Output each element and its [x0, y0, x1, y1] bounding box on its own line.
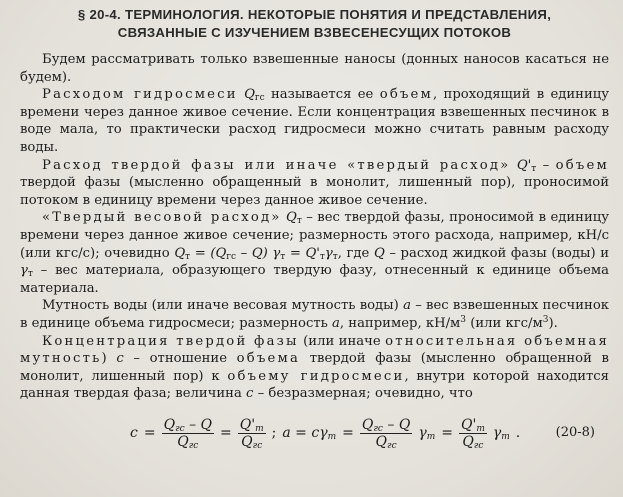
subscript: т [426, 432, 436, 443]
symbol: γ [324, 245, 333, 261]
paragraph-3 [20, 157, 609, 210]
text: = (Q [190, 245, 227, 261]
text: – вес твердой фазы, проносимой в единицу времени через данное живое сечение; размерность этого расхода, например, кН/с (или кгс/с); очевидно [20, 210, 609, 261]
text: – отношение [123, 351, 237, 367]
subscript: т [501, 432, 510, 443]
text: (или иначе [298, 333, 386, 349]
subscript: гс [226, 251, 237, 262]
subscript: т [27, 269, 33, 280]
term: объема [236, 351, 301, 367]
subscript: т [319, 251, 325, 262]
paragraph-1: Будем рассматривать только взвешенные наносы (донных наносов касаться не будем). [20, 52, 609, 85]
fraction [162, 417, 214, 450]
t: Q' [460, 416, 477, 433]
superscript: 3 [460, 314, 467, 325]
equals: = [441, 425, 453, 442]
subscript: т [280, 251, 286, 262]
equals: = [143, 425, 156, 442]
term: объему гидросмеси [227, 368, 405, 384]
t: γ [492, 425, 502, 442]
symbol: a [332, 315, 340, 331]
separator: ; [271, 425, 277, 442]
denominator [239, 434, 264, 450]
symbol: γ [20, 263, 28, 279]
subscript: т [296, 216, 302, 227]
symbol: Q [174, 245, 186, 261]
subscript: т [476, 423, 485, 434]
symbol: c [130, 425, 138, 442]
subscript: гс [175, 423, 185, 434]
a-term [282, 425, 336, 441]
subscript: т [255, 423, 264, 434]
subscript: гс [473, 440, 484, 451]
t: γ [418, 425, 427, 442]
text: ) [101, 351, 117, 367]
t: a [282, 425, 291, 442]
text: – расход жидкой фазы (воды) и [384, 245, 609, 261]
t: . [515, 425, 521, 442]
text: (или кгс/м [466, 315, 543, 331]
subscript: гс [252, 440, 263, 451]
subscript: т [327, 432, 337, 443]
text: Мутность воды (или иначе весовая мутность воды) [42, 298, 404, 314]
paragraph-5 [20, 297, 609, 332]
text: – вес взвешенных песчинок в единице объема гидросмеси; размерность [20, 298, 610, 331]
text: – [536, 157, 556, 173]
term-hydromix-flow: Расходом гидросмеси [42, 87, 238, 103]
numerator [238, 417, 266, 434]
term-solid-flow: Расход твердой фазы или иначе «твердый расход» [42, 157, 511, 173]
text: – безразмерная; очевидно, что [253, 386, 473, 402]
term-relative-turbidity: относительная объемная мутность [20, 333, 609, 367]
text: – Q) γ [236, 245, 281, 261]
gamma [418, 425, 435, 441]
text: – вес материала, образующего твердую фазу, отнесенный к единице объема материала. [20, 263, 609, 296]
equation-number: (20-8) [555, 424, 595, 440]
subscript: гс [188, 440, 199, 451]
text: ). [548, 315, 558, 331]
text: , где [337, 245, 374, 261]
equals: = [342, 425, 354, 442]
paragraph-6 [20, 333, 609, 403]
denominator [460, 434, 485, 450]
term-volume: объем [379, 87, 434, 103]
equals: = [220, 425, 232, 442]
subscript: гс [387, 440, 397, 451]
term-concentration: Концентрация твердой фазы [42, 333, 299, 349]
text: , внутри которой находится данная твердая фаза; величина [20, 368, 609, 402]
t: – Q [184, 416, 213, 433]
subscript: т [332, 251, 338, 262]
denominator [374, 434, 399, 450]
numerator [459, 417, 487, 434]
t: Q [163, 416, 176, 433]
term-volume: объем [555, 157, 609, 173]
section-heading [20, 6, 609, 42]
text: твердой фазы (мысленно обращенной в монолит, лишенный пор) к [20, 351, 609, 384]
t: Q [375, 433, 388, 450]
equation-20-8 [20, 407, 609, 455]
t: Q [241, 433, 253, 450]
term-solid-weight-flow: «Твердый весовой расход» [42, 210, 282, 226]
t: Q [462, 433, 474, 450]
superscript: 3 [542, 314, 549, 325]
subscript: т [185, 251, 191, 262]
fraction [360, 417, 412, 450]
gamma [493, 425, 510, 441]
text: , проходящий в единицу времени через данное живое сечение. Если концентрация взвешенных песчинок в воде мала, то практически расход гидросмеси можно считать равным расходу воды. [20, 87, 609, 155]
numerator [162, 417, 214, 434]
t: – Q [382, 416, 411, 433]
symbol-q: Q [244, 87, 255, 103]
text: твердой фазы (мысленно обращенный в монолит, лишенный пор), проносимой потоком в единицу времени через данное живое сечение. [20, 175, 609, 208]
subscript: гс [373, 423, 383, 434]
symbol: Q [373, 245, 385, 261]
numerator [360, 417, 412, 434]
heading-line-1: § 20-4. ТЕРМИНОЛОГИЯ. НЕКОТОРЫЕ ПОНЯТИЯ И ПРЕДСТАВЛЕНИЯ, [77, 7, 552, 22]
fraction [238, 417, 266, 450]
symbol-q-prime: Q' [516, 157, 532, 173]
symbol: Q [286, 210, 297, 226]
t: Q [177, 433, 189, 450]
paragraph-2 [20, 86, 609, 156]
heading-line-2: СВЯЗАННЫЕ С ИЗУЧЕНИЕМ ВЗВЕСЕНЕСУЩИХ ПОТОКОВ [117, 25, 512, 40]
symbol: c [246, 386, 254, 402]
symbol: a [403, 298, 411, 314]
paragraph-4 [20, 209, 609, 297]
text: = Q' [285, 245, 320, 261]
equation-body [130, 417, 520, 450]
subscript: т [531, 163, 537, 174]
denominator [175, 434, 200, 450]
t: = cγ [290, 425, 328, 442]
symbol: c [116, 351, 124, 367]
t: Q [361, 416, 374, 433]
t: Q' [239, 416, 256, 433]
text: , например, кН/м [339, 315, 461, 331]
text: называется ее [264, 87, 380, 103]
fraction [459, 417, 487, 450]
subscript: гс [254, 93, 265, 104]
